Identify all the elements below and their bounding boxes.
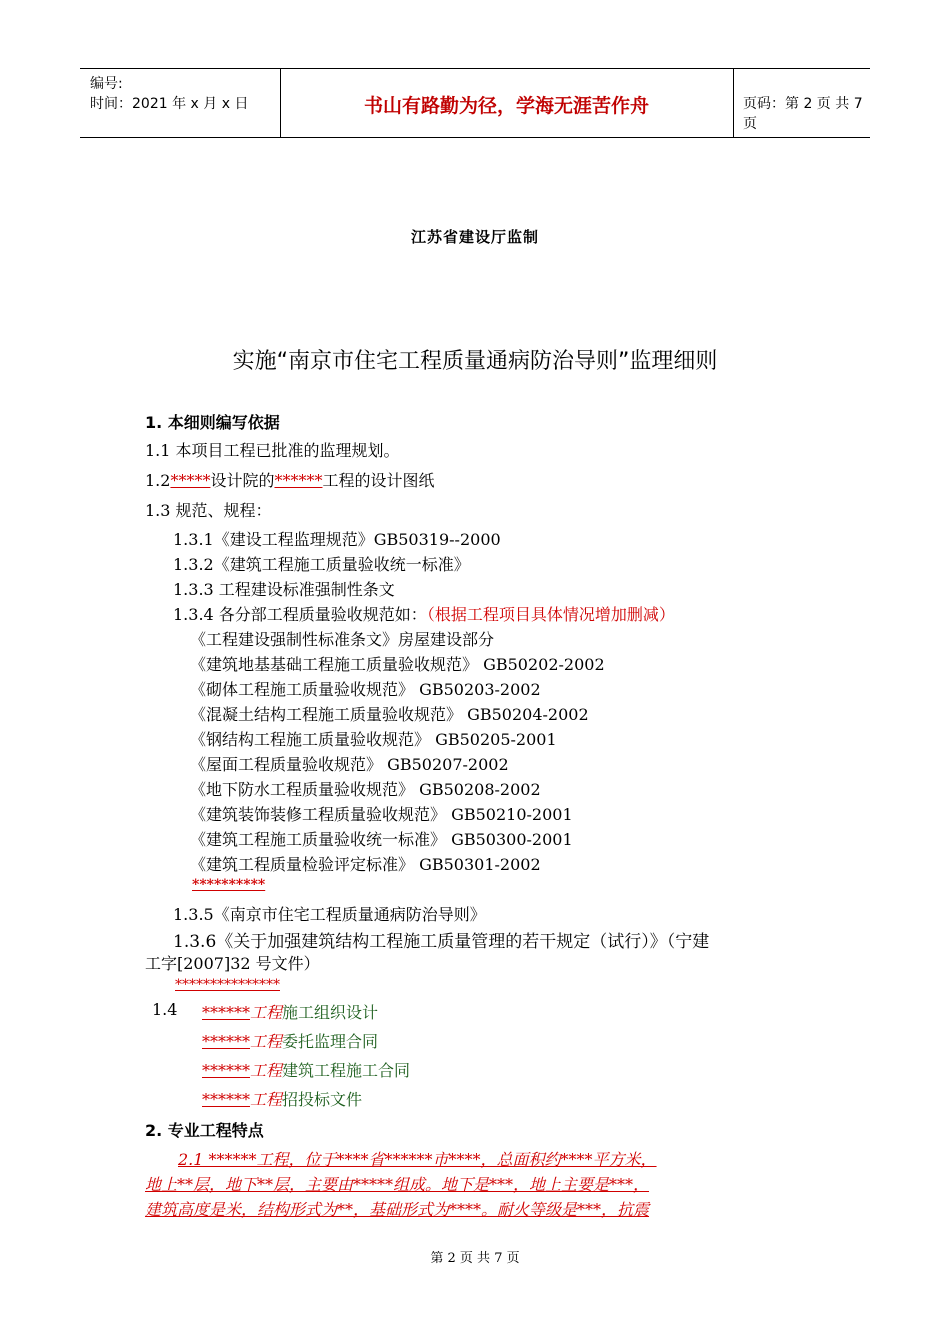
item-1-3-2: 1.3.2《建筑工程施工质量验收统一标准》 bbox=[173, 555, 470, 574]
entry-stars: ****** bbox=[202, 1061, 250, 1080]
entry-stars: ****** bbox=[202, 1032, 250, 1051]
standard-item: 《建筑装饰装修工程质量验收规范》 GB50210-2001 bbox=[190, 805, 573, 824]
standard-item: 《工程建设强制性标准条文》房屋建设部分 bbox=[190, 630, 495, 649]
item-1-2-stars-2: ****** bbox=[274, 471, 323, 490]
entry-project: 工程 bbox=[250, 1090, 283, 1109]
entry-text: 招投标文件 bbox=[282, 1090, 363, 1109]
entry-project: 工程 bbox=[250, 1032, 283, 1051]
section-1-heading: 1. 本细则编写依据 bbox=[145, 413, 280, 432]
item-1-4-entry bbox=[202, 1058, 410, 1081]
supervised-by: 江苏省建设厅监制 bbox=[410, 228, 539, 246]
item-1-3-3: 1.3.3 工程建设标准强制性条文 bbox=[173, 580, 395, 599]
item-1-4-entry bbox=[202, 1087, 362, 1110]
item-1-3-4 bbox=[173, 602, 675, 625]
entry-text: 施工组织设计 bbox=[282, 1003, 379, 1022]
page-label: 页码：第 2 页 共 7 页 bbox=[743, 96, 863, 132]
standard-item: 《屋面工程质量验收规范》 GB50207-2002 bbox=[190, 755, 509, 774]
page-header bbox=[80, 68, 870, 138]
standard-item: 《混凝土结构工程施工质量验收规范》 GB50204-2002 bbox=[190, 705, 589, 724]
motto: 书山有路勤为径，学海无涯苦作舟 bbox=[363, 95, 649, 117]
section-2-para-line1: 2.1 ******工程，位于****省******市****，总面积约****平方米， bbox=[178, 1150, 657, 1169]
item-1-2-mid: 设计院的 bbox=[210, 471, 275, 490]
item-1-1: 1.1 本项目工程已批准的监理规划。 bbox=[145, 441, 400, 460]
section-2-para-line3: 建筑高度是米，结构形式为**，基础形式为****。耐火等级是***，抗震 bbox=[145, 1200, 650, 1219]
code-label: 编号: bbox=[90, 76, 123, 92]
item-1-2-prefix: 1.2 bbox=[145, 471, 171, 490]
item-1-4-entry bbox=[202, 1000, 378, 1023]
item-1-3-1: 1.3.1《建设工程监理规范》GB50319--2000 bbox=[173, 530, 501, 549]
item-1-3-6-line1: 1.3.6《关于加强建筑结构工程施工质量管理的若干规定（试行）》（宁建 bbox=[173, 932, 710, 952]
standard-item: 《建筑地基基础工程施工质量验收规范》 GB50202-2002 bbox=[190, 655, 605, 674]
item-1-3-4-text: 1.3.4 各分部工程质量验收规范如： bbox=[173, 605, 427, 624]
entry-stars: ****** bbox=[202, 1090, 250, 1109]
header-meta-cell bbox=[80, 69, 281, 137]
entry-stars: ****** bbox=[202, 1003, 250, 1022]
entry-text: 委托监理合同 bbox=[282, 1032, 379, 1051]
page-footer: 第 2 页 共 7 页 bbox=[430, 1251, 520, 1266]
standard-item: 《建筑工程质量检验评定标准》 GB50301-2002 bbox=[190, 855, 541, 874]
placeholder-stars-b: *************** bbox=[175, 977, 280, 993]
item-1-4-entry bbox=[202, 1029, 378, 1052]
item-1-4-number: 1.4 bbox=[152, 1000, 178, 1019]
item-1-3-5: 1.3.5《南京市住宅工程质量通病防治导则》 bbox=[173, 905, 486, 924]
standard-item: 《砌体工程施工质量验收规范》 GB50203-2002 bbox=[190, 680, 541, 699]
section-2-para-line2: 地上**层，地下**层，主要由*****组成。地下是***，地上主要是***， bbox=[145, 1175, 650, 1194]
entry-text: 建筑工程施工合同 bbox=[282, 1061, 411, 1080]
item-1-3-6-line2: 工字[2007]32 号文件） bbox=[145, 954, 320, 973]
header-motto-cell bbox=[280, 69, 734, 137]
item-1-3: 1.3 规范、规程： bbox=[145, 501, 272, 520]
time-label: 时间：2021 年 x 月 x 日 bbox=[90, 96, 249, 112]
section-2-heading: 2. 专业工程特点 bbox=[145, 1121, 264, 1140]
item-1-2-suffix: 工程的设计图纸 bbox=[322, 471, 435, 490]
entry-project: 工程 bbox=[250, 1061, 283, 1080]
item-1-2 bbox=[145, 468, 434, 491]
standard-item: 《钢结构工程施工质量验收规范》 GB50205-2001 bbox=[190, 730, 557, 749]
standard-item: 《地下防水工程质量验收规范》 GB50208-2002 bbox=[190, 780, 541, 799]
item-1-2-stars-1: ***** bbox=[170, 471, 211, 490]
entry-project: 工程 bbox=[250, 1003, 283, 1022]
doc-title: 实施“南京市住宅工程质量通病防治导则”监理细则 bbox=[232, 349, 718, 374]
placeholder-stars-a: ********** bbox=[192, 877, 266, 893]
standard-item: 《建筑工程施工质量验收统一标准》 GB50300-2001 bbox=[190, 830, 573, 849]
item-1-3-4-note: （根据工程项目具体情况增加删减） bbox=[426, 605, 675, 624]
